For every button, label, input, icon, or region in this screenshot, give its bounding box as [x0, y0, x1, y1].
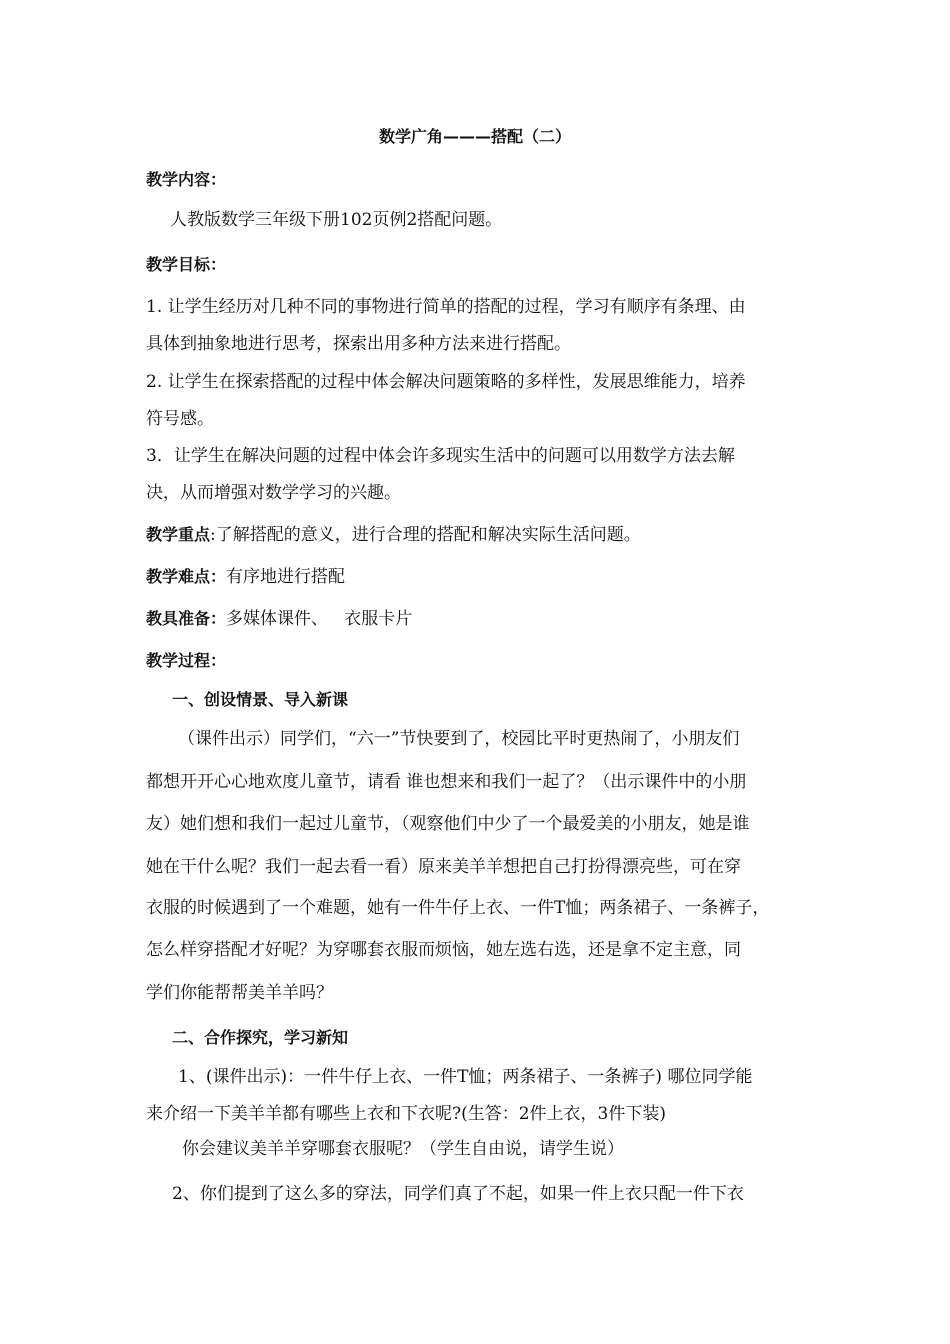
process-heading: 教学过程：	[146, 651, 227, 670]
content-heading: 教学内容：	[146, 170, 227, 189]
section-1-line: 友）她们想和我们一起过儿童节，（观察他们中少了一个最爱美的小朋友，她是谁	[146, 814, 750, 834]
goal-1-line-1: 1. 让学生经历对几种不同的事物进行简单的搭配的过程，学习有顺序有条理、由	[146, 297, 746, 317]
key-point-label: 教学重点	[146, 525, 211, 544]
section-2-line: 你会建议美羊羊穿哪套衣服呢？（学生自由说，请学生说）	[182, 1139, 624, 1159]
tools-text: 多媒体课件、 衣服卡片	[226, 609, 413, 629]
key-point-text: :了解搭配的意义，进行合理的搭配和解决实际生活问题。	[210, 525, 641, 545]
section-1-line: （课件出示）同学们，“六一”节快要到了，校园比平时更热闹了，小朋友们	[178, 729, 740, 749]
section-1-line: 学们你能帮帮美羊羊吗？	[146, 983, 333, 1003]
goal-2-line-1: 2. 让学生在探索搭配的过程中体会解决问题策略的多样性，发展思维能力，培养	[146, 372, 746, 392]
content-text: 人教版数学三年级下册102页例2搭配问题。	[170, 210, 503, 230]
difficult-point-text: 有序地进行搭配	[226, 567, 346, 587]
goal-1-line-2: 具体到抽象地进行思考，探索出用多种方法来进行搭配。	[146, 334, 571, 354]
section-1-line: 她在干什么呢？我们一起去看一看）原来美羊羊想把自己打扮得漂亮些，可在穿	[146, 857, 741, 877]
key-point	[146, 524, 641, 546]
section-1-line: 都想开开心心地欢度儿童节，请看 谁也想来和我们一起了？（出示课件中的小朋	[146, 772, 747, 792]
goal-3-line-2: 决，从而增强对数学学习的兴趣。	[146, 483, 401, 503]
goals-heading: 教学目标：	[146, 255, 227, 274]
section-1-heading: 一、创设情景、导入新课	[172, 690, 349, 709]
section-2-line: 1、(课件出示)：一件牛仔上衣、一件T恤；两条裙子、一条裤子) 哪位同学能	[178, 1067, 753, 1087]
section-2-heading: 二、合作探究，学习新知	[172, 1028, 349, 1047]
goal-3-line-1: 3．让学生在解决问题的过程中体会许多现实生活中的问题可以用数学方法去解	[146, 446, 735, 466]
document-title: 数学广角———搭配（二）	[378, 127, 571, 146]
section-2-line: 来介绍一下美羊羊都有哪些上衣和下衣呢?(生答：2件上衣，3件下装)	[146, 1104, 667, 1124]
difficult-point	[146, 566, 345, 588]
section-1-line: 衣服的时候遇到了一个难题，她有一件牛仔上衣、一件T恤；两条裙子、一条裤子，	[146, 898, 770, 918]
section-1-line: 怎么样穿搭配才好呢？为穿哪套衣服而烦恼，她左选右选，还是拿不定主意，同	[146, 940, 741, 960]
tools-label: 教具准备：	[146, 609, 227, 628]
difficult-point-label: 教学难点：	[146, 567, 227, 586]
goal-2-line-2: 符号感。	[146, 409, 214, 429]
section-2-line: 2、你们提到了这么多的穿法，同学们真了不起，如果一件上衣只配一件下衣	[172, 1184, 744, 1204]
tools	[146, 608, 412, 630]
